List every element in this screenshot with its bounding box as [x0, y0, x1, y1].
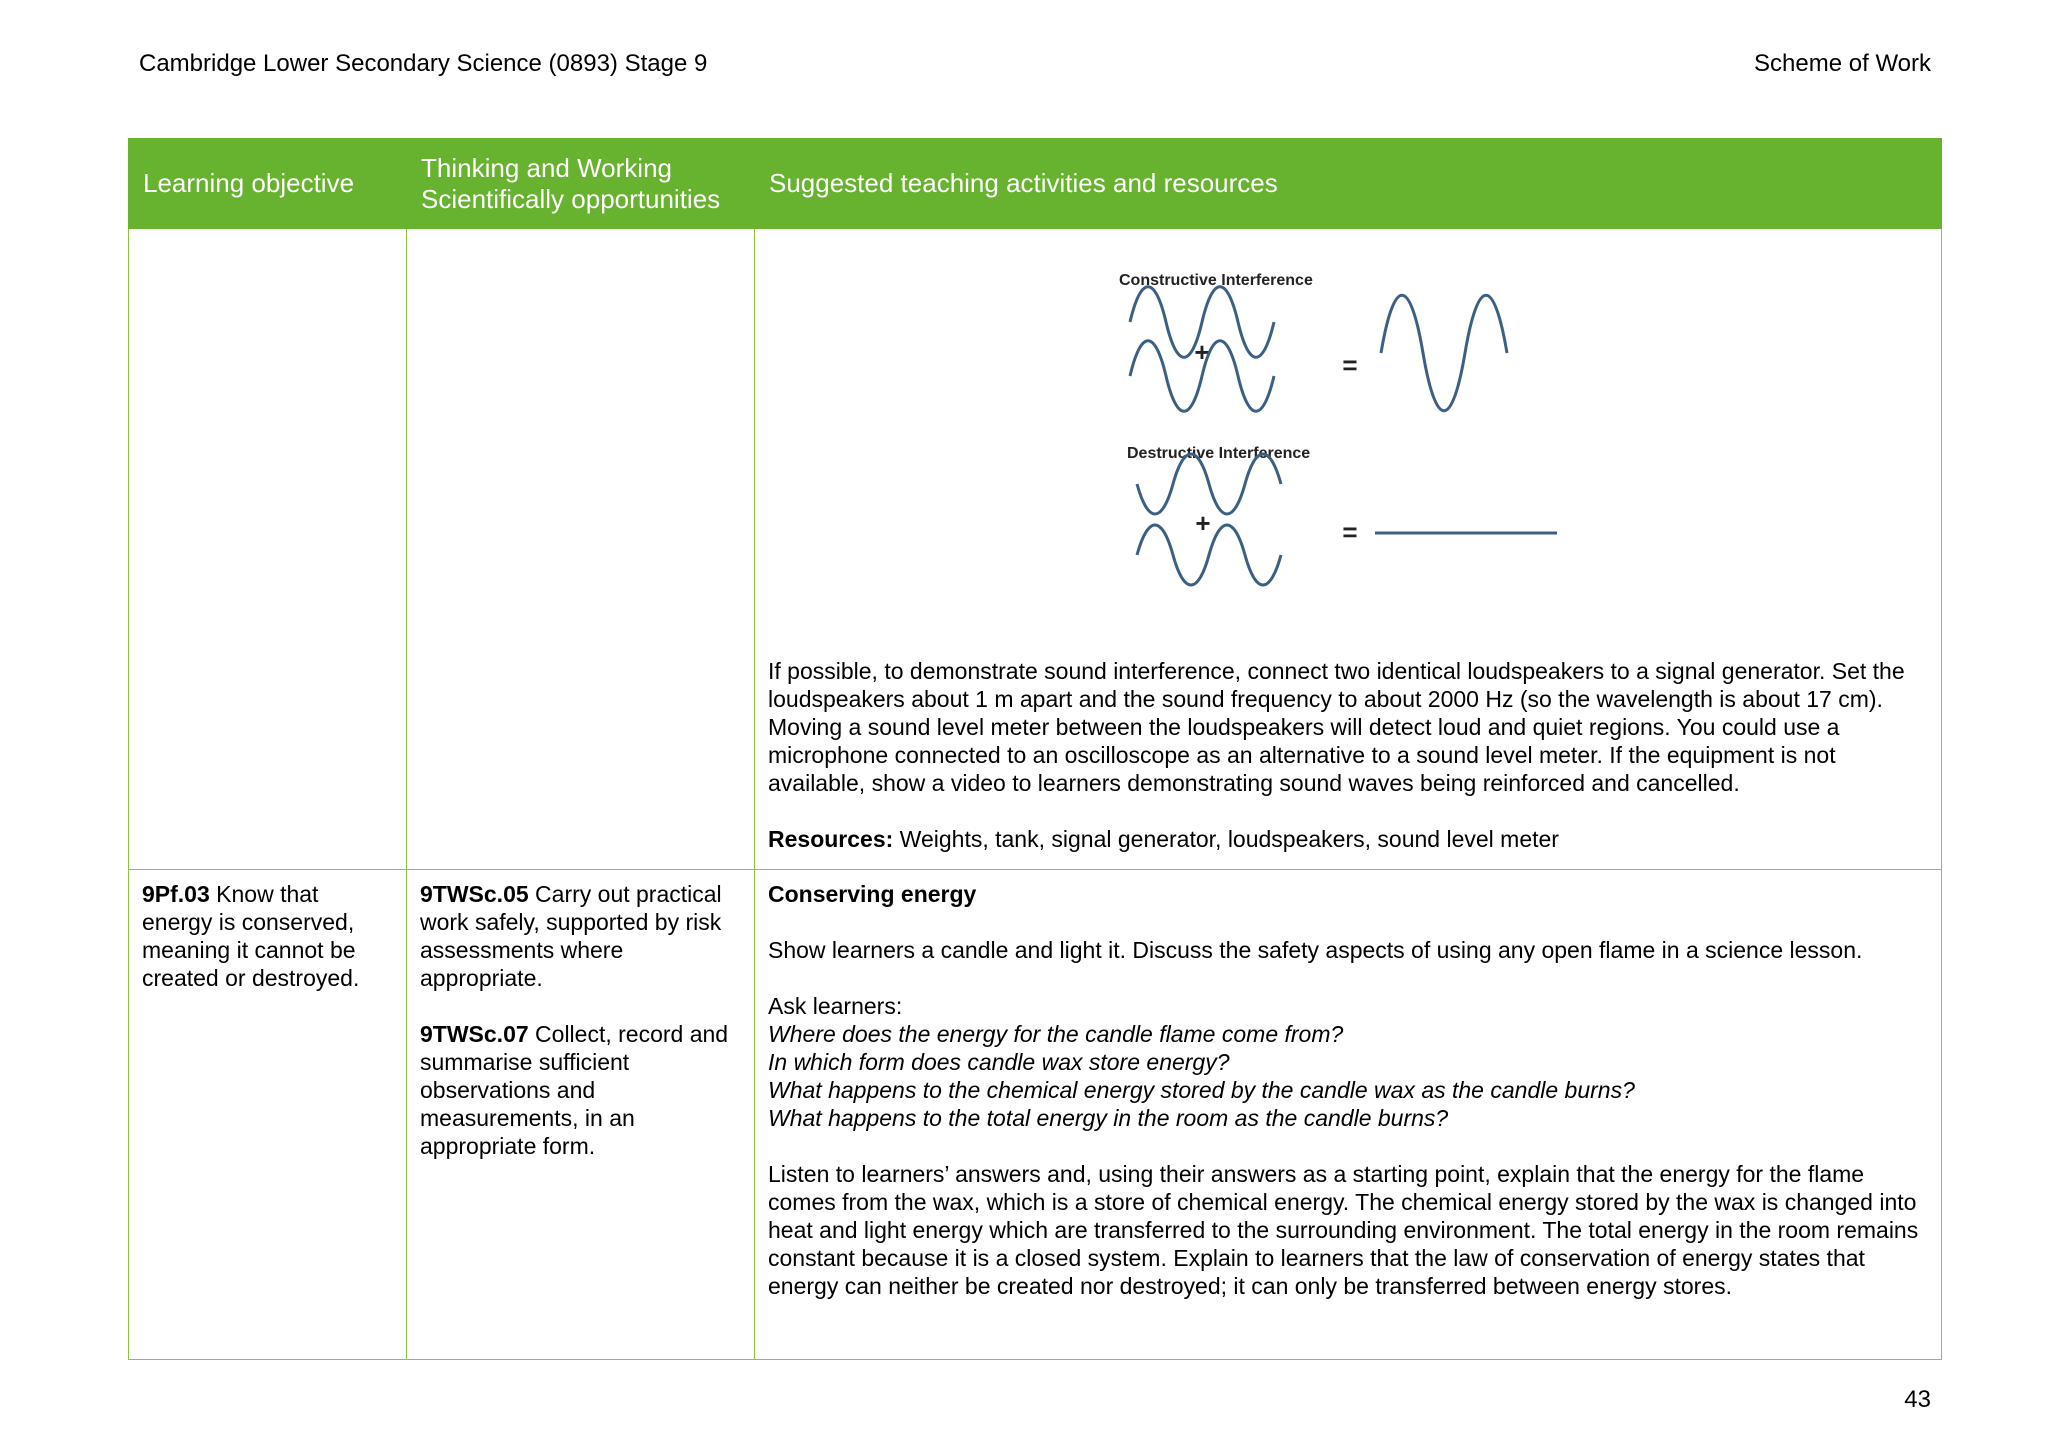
twso-item [420, 880, 741, 992]
column-header-twso: Thinking and Working Scientifically opportunities [407, 139, 755, 229]
activities-cell [755, 229, 1942, 870]
table-row [129, 870, 1942, 1360]
question-item: What happens to the total energy in the room as the candle burns? [768, 1105, 1449, 1131]
twso-code: 9TWSc.05 [420, 881, 529, 907]
column-header-activities: Suggested teaching activities and resources [755, 139, 1942, 229]
destructive-equals-sign: = [1342, 517, 1358, 547]
twso-cell [407, 870, 755, 1360]
page-header [139, 46, 1931, 82]
constructive-result-wave [1381, 295, 1507, 411]
column-header-learning-objective: Learning objective [129, 139, 407, 229]
objective-cell [129, 870, 407, 1360]
destructive-plus-sign: + [1195, 508, 1211, 538]
table-header-row [129, 139, 1942, 229]
objective-code: 9Pf.03 [142, 881, 210, 907]
question-item: Where does the energy for the candle flame come from? [768, 1021, 1344, 1047]
constructive-interference-title: Constructive Interference [1119, 273, 1313, 289]
page-number: 43 [1904, 1386, 1931, 1413]
activities-cell [755, 870, 1942, 1360]
learning-objective [142, 880, 393, 992]
twso-text: Carry out practical work safely, supported by risk assessments where appropriate. [420, 881, 722, 991]
question-item: In which form does candle wax store energy? [768, 1049, 1230, 1075]
twso-code: 9TWSc.07 [420, 1021, 529, 1047]
objective-text: Know that energy is conserved, meaning it cannot be created or destroyed. [142, 881, 360, 991]
question-item: What happens to the chemical energy stored by the candle wax as the candle burns? [768, 1077, 1635, 1103]
activity-intro: Show learners a candle and light it. Discuss the safety aspects of using any open flame in a science lesson. [768, 937, 1863, 963]
resources-line [768, 825, 1928, 853]
resources-text: Weights, tank, signal generator, loudspeakers, sound level meter [893, 826, 1559, 852]
document-title: Cambridge Lower Secondary Science (0893) Stage 9 [139, 50, 708, 77]
interference-demo-paragraph: If possible, to demonstrate sound interference, connect two identical loudspeakers to a signal generator. Set the loudspeakers about 1 m apart and the sound frequency to about 2000 Hz (so the wavelength is about 17 cm). Moving a sound level meter between the loudspeakers will detect loud and quiet regions. You could use a microphone connected to an oscilloscope as an alternative to a sound level meter. If the equipment is not available, show a video to learners demonstrating sound waves being reinforced and cancelled. [768, 658, 1905, 796]
twso-cell [407, 229, 755, 870]
energy-explanation: Listen to learners’ answers and, using their answers as a starting point, explain that the energy for the flame comes from the wax, which is a store of chemical energy. The chemical energy stored by the wax is changed into heat and light energy which are transferred to the surrounding environment. The total energy in the room remains constant because it is a closed system. Explain to learners that the law of conservation of energy states that energy can neither be created nor destroyed; it can only be transferred between energy stores. [768, 1161, 1919, 1299]
destructive-interference-title: Destructive Interference [1127, 445, 1311, 462]
scheme-of-work-table [128, 138, 1942, 1360]
destructive-wave-1 [1137, 454, 1281, 514]
table-row [129, 229, 1942, 870]
objective-cell [129, 229, 407, 870]
twso-text: Collect, record and summarise sufficient observations and measurements, in an appropriate form. [420, 1021, 729, 1159]
twso-item [420, 1020, 741, 1160]
document-type: Scheme of Work [1754, 50, 1931, 77]
interference-diagram [1113, 273, 1573, 625]
constructive-equals-sign: = [1342, 350, 1358, 380]
resources-label: Resources: [768, 826, 894, 852]
ask-learners-label: Ask learners: [768, 993, 903, 1019]
constructive-plus-sign: + [1194, 337, 1210, 367]
activity-title: Conserving energy [768, 881, 977, 907]
